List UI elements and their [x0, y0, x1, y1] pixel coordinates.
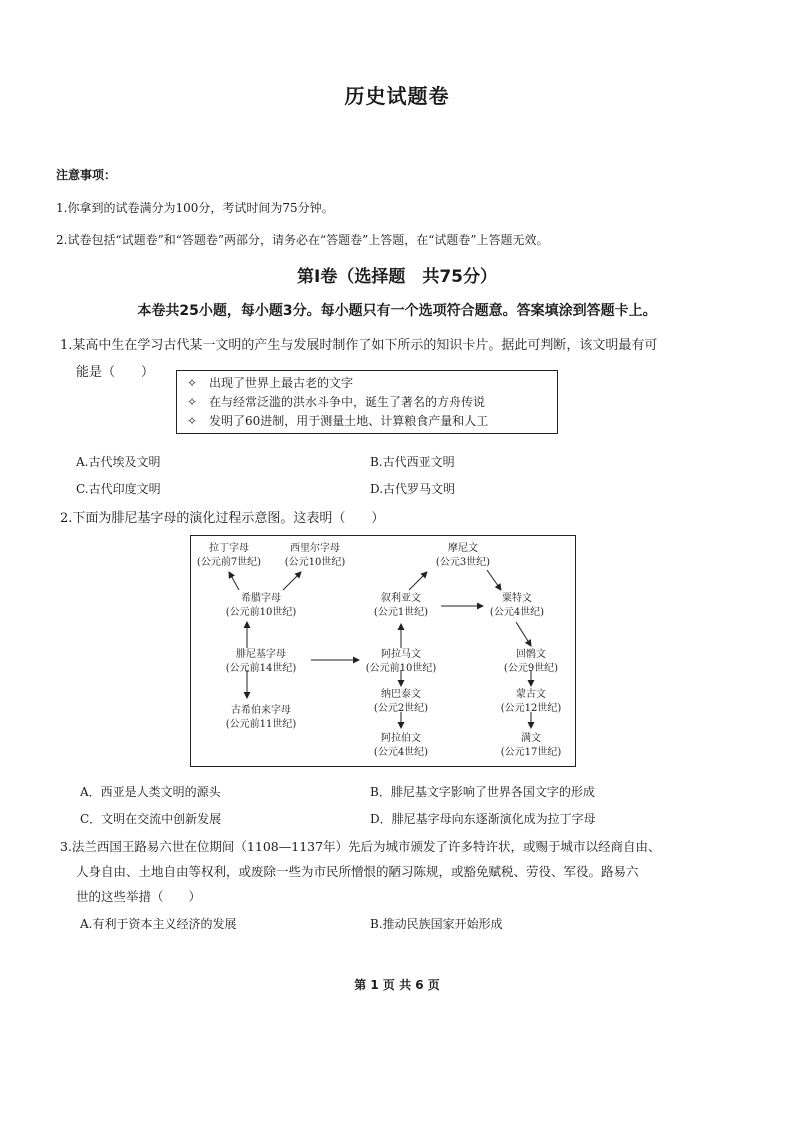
q3-option-a[interactable]: A.有利于资本主义经济的发展 [80, 917, 237, 931]
q3-option-b[interactable]: B.推动民族国家开始形成 [370, 917, 503, 931]
diamond-bullet-icon: ✧ [187, 376, 198, 390]
card-item: ✧ 出现了世界上最古老的文字 [187, 374, 547, 393]
question-3-stem: 3.法兰西国王路易六世在位期间（1108—1137年）先后为城市颁发了许多特许状，或赐于城市以经商自由、 [60, 839, 661, 854]
node-uyghur: 回鹘文 (公元9世纪) [503, 649, 559, 674]
knowledge-card [176, 370, 558, 434]
node-phoenician: 腓尼基字母 (公元前14世纪) [225, 649, 297, 674]
node-greek: 希腊字母 (公元前10世纪) [225, 593, 297, 618]
node-cyrillic: 西里尔字母 (公元10世纪) [284, 543, 346, 568]
node-manchu: 满文 (公元17世纪) [500, 733, 562, 758]
node-arabic: 阿拉伯文 (公元4世纪) [373, 733, 429, 758]
page-footer: 第 1 页 共 6 页 [354, 978, 440, 992]
q2-option-b[interactable]: B．腓尼基文字影响了世界各国文字的形成 [370, 785, 595, 799]
section-description: 本卷共25小题，每小题3分。每小题只有一个选项符合题意。答案填涂到答题卡上。 [137, 303, 657, 319]
question-1-stem-cont: 能是（ ） [76, 365, 155, 380]
node-hebrew: 古希伯来字母 (公元前11世纪) [225, 705, 297, 730]
q2-option-d[interactable]: D．腓尼基字母向东逐渐演化成为拉丁字母 [370, 812, 596, 826]
question-1-stem: 1.某高中生在学习古代某一文明的产生与发展时制作了如下所示的知识卡片。据此可判断，该文明最有可 [60, 338, 658, 353]
question-3-stem-cont: 世的这些举措（ ） [76, 889, 202, 904]
notice-heading: 注意事项： [56, 168, 117, 182]
node-latin: 拉丁字母 (公元前7世纪) [196, 543, 262, 568]
alphabet-evolution-diagram [190, 535, 576, 767]
notice-item: 2.试卷包括“试题卷”和“答题卷”两部分，请务必在“答题卷”上答题，在“试题卷”上答题无效。 [56, 233, 549, 247]
node-aramaic: 阿拉马文 (公元前10世纪) [365, 649, 437, 674]
q2-option-c[interactable]: C．文明在交流中创新发展 [80, 812, 222, 826]
page-title: 历史试题卷 [344, 84, 450, 108]
card-item: ✧ 在与经常泛滥的洪水斗争中，诞生了著名的方舟传说 [187, 393, 547, 412]
node-mongolian: 蒙古文 (公元12世纪) [500, 689, 562, 714]
q1-option-c[interactable]: C.古代印度文明 [76, 482, 161, 496]
q1-option-b[interactable]: B.古代西亚文明 [370, 455, 455, 469]
question-2-stem: 2.下面为腓尼基字母的演化过程示意图。这表明（ ） [60, 511, 385, 526]
diamond-bullet-icon: ✧ [187, 414, 198, 428]
question-3-stem-cont: 人身自由、土地自由等权利，或废除一些为市民所憎恨的陋习陈规，或豁免赋税、劳役、军役。路易六 [76, 864, 639, 879]
node-syriac: 叙利亚文 (公元1世纪) [373, 593, 429, 618]
q1-option-d[interactable]: D.古代罗马文明 [370, 482, 456, 496]
q2-option-a[interactable]: A．西亚是人类文明的源头 [80, 785, 221, 799]
q1-option-a[interactable]: A.古代埃及文明 [76, 455, 161, 469]
node-sogdian: 粟特文 (公元4世纪) [489, 593, 545, 618]
diamond-bullet-icon: ✧ [187, 395, 198, 409]
node-manichaean: 摩尼文 (公元3世纪) [435, 543, 491, 568]
section-title: 第Ⅰ卷（选择题 共75分） [297, 267, 497, 287]
node-nabataean: 纳巴泰文 (公元2世纪) [373, 689, 429, 714]
card-item: ✧ 发明了60进制，用于测量土地、计算粮食产量和人工 [187, 412, 547, 431]
notice-item: 1.你拿到的试卷满分为100分，考试时间为75分钟。 [56, 201, 334, 215]
